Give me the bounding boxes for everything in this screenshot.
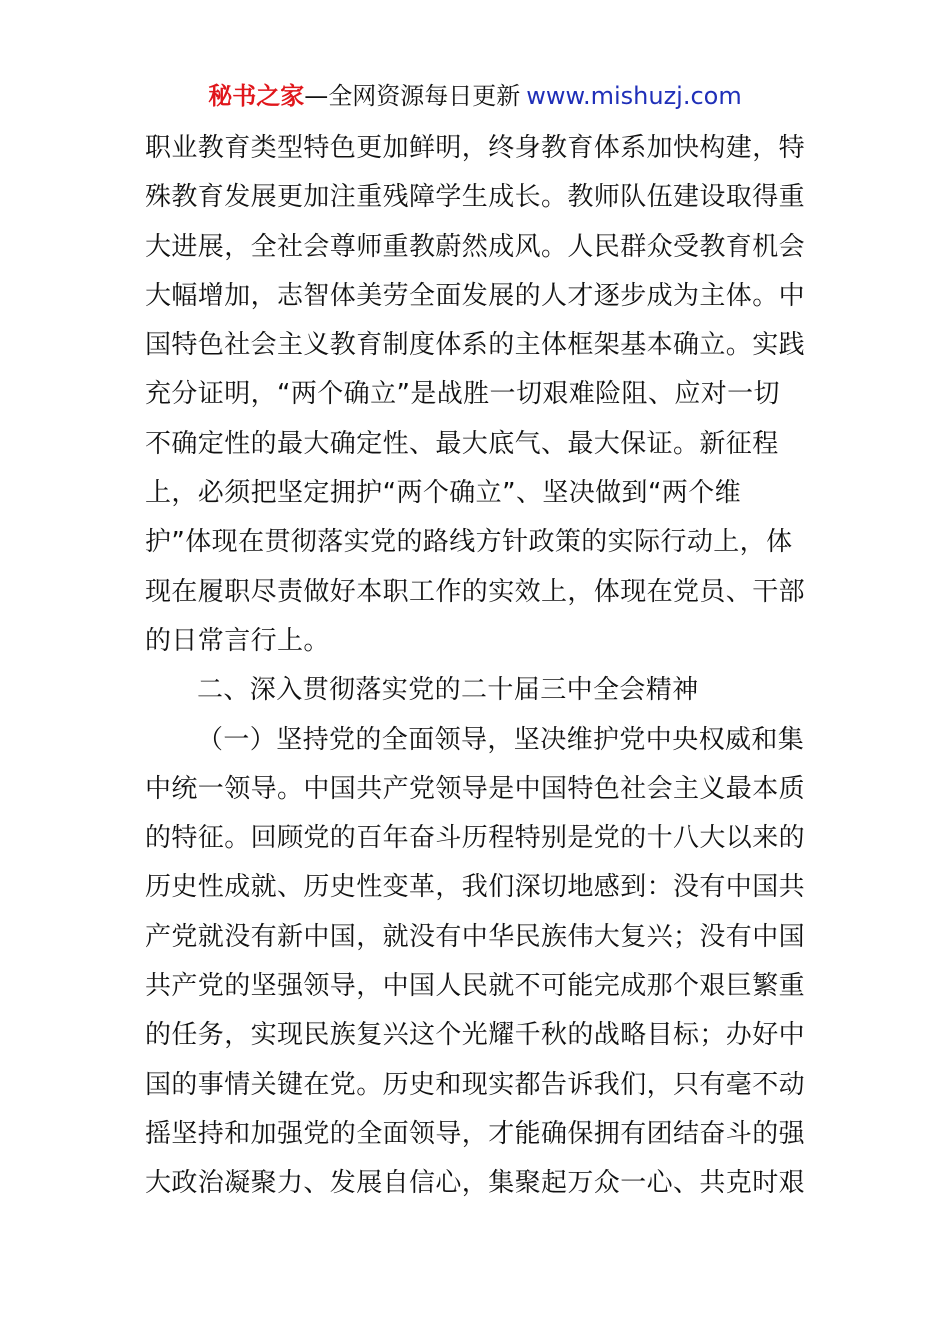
site-header bbox=[0, 80, 950, 112]
site-url-link[interactable]: www.mishuzj.com bbox=[526, 82, 742, 110]
text-line: 大进展，全社会尊师重教蔚然成风。人民群众受教育机会 bbox=[145, 231, 806, 262]
text-line: 中统一领导。中国共产党领导是中国特色社会主义最本质 bbox=[145, 773, 806, 804]
text-line: 国特色社会主义教育制度体系的主体框架基本确立。实践 bbox=[145, 330, 806, 361]
text-line: 国的事情关键在党。历史和现实都告诉我们，只有毫不动 bbox=[145, 1069, 806, 1100]
section-heading: 二、深入贯彻落实党的二十届三中全会精神 bbox=[197, 675, 699, 706]
text-line: 产党就没有新中国，就没有中华民族伟大复兴；没有中国 bbox=[145, 921, 806, 952]
text-line: 殊教育发展更加注重残障学生成长。教师队伍建设取得重 bbox=[145, 182, 806, 213]
text-line: 摇坚持和加强党的全面领导，才能确保拥有团结奋斗的强 bbox=[145, 1118, 806, 1149]
text-line: 共产党的坚强领导，中国人民就不可能完成那个艰巨繁重 bbox=[145, 971, 806, 1002]
text-line: 大幅增加，志智体美劳全面发展的人才逐步成为主体。中 bbox=[145, 280, 806, 311]
document-body bbox=[145, 124, 810, 1209]
subsection-heading-line: （一）坚持党的全面领导，坚决维护党中央权威和集 bbox=[197, 724, 805, 755]
text-line: 的任务，实现民族复兴这个光耀千秋的战略目标；办好中 bbox=[145, 1020, 806, 1051]
text-line: 的日常言行上。 bbox=[145, 625, 330, 656]
text-line: 充分证明，“两个确立”是战胜一切艰难险阻、应对一切 bbox=[145, 379, 780, 410]
site-tagline: —全网资源每日更新 bbox=[304, 82, 521, 110]
text-line: 职业教育类型特色更加鲜明，终身教育体系加快构建，特 bbox=[145, 133, 806, 163]
text-line: 的特征。回顾党的百年奋斗历程特别是党的十八大以来的 bbox=[145, 823, 806, 854]
text-line: 大政治凝聚力、发展自信心，集聚起万众一心、共克时艰 bbox=[145, 1168, 806, 1199]
text-line: 现在履职尽责做好本职工作的实效上，体现在党员、干部 bbox=[145, 576, 806, 607]
text-line: 上，必须把坚定拥护“两个确立”、坚决做到“两个维 bbox=[145, 478, 742, 509]
text-line: 不确定性的最大确定性、最大底气、最大保证。新征程 bbox=[145, 428, 779, 459]
text-line: 护”体现在贯彻落实党的路线方针政策的实际行动上，体 bbox=[145, 527, 793, 558]
text-line: 历史性成就、历史性变革，我们深切地感到：没有中国共 bbox=[145, 872, 806, 903]
site-brand: 秘书之家 bbox=[208, 82, 305, 110]
